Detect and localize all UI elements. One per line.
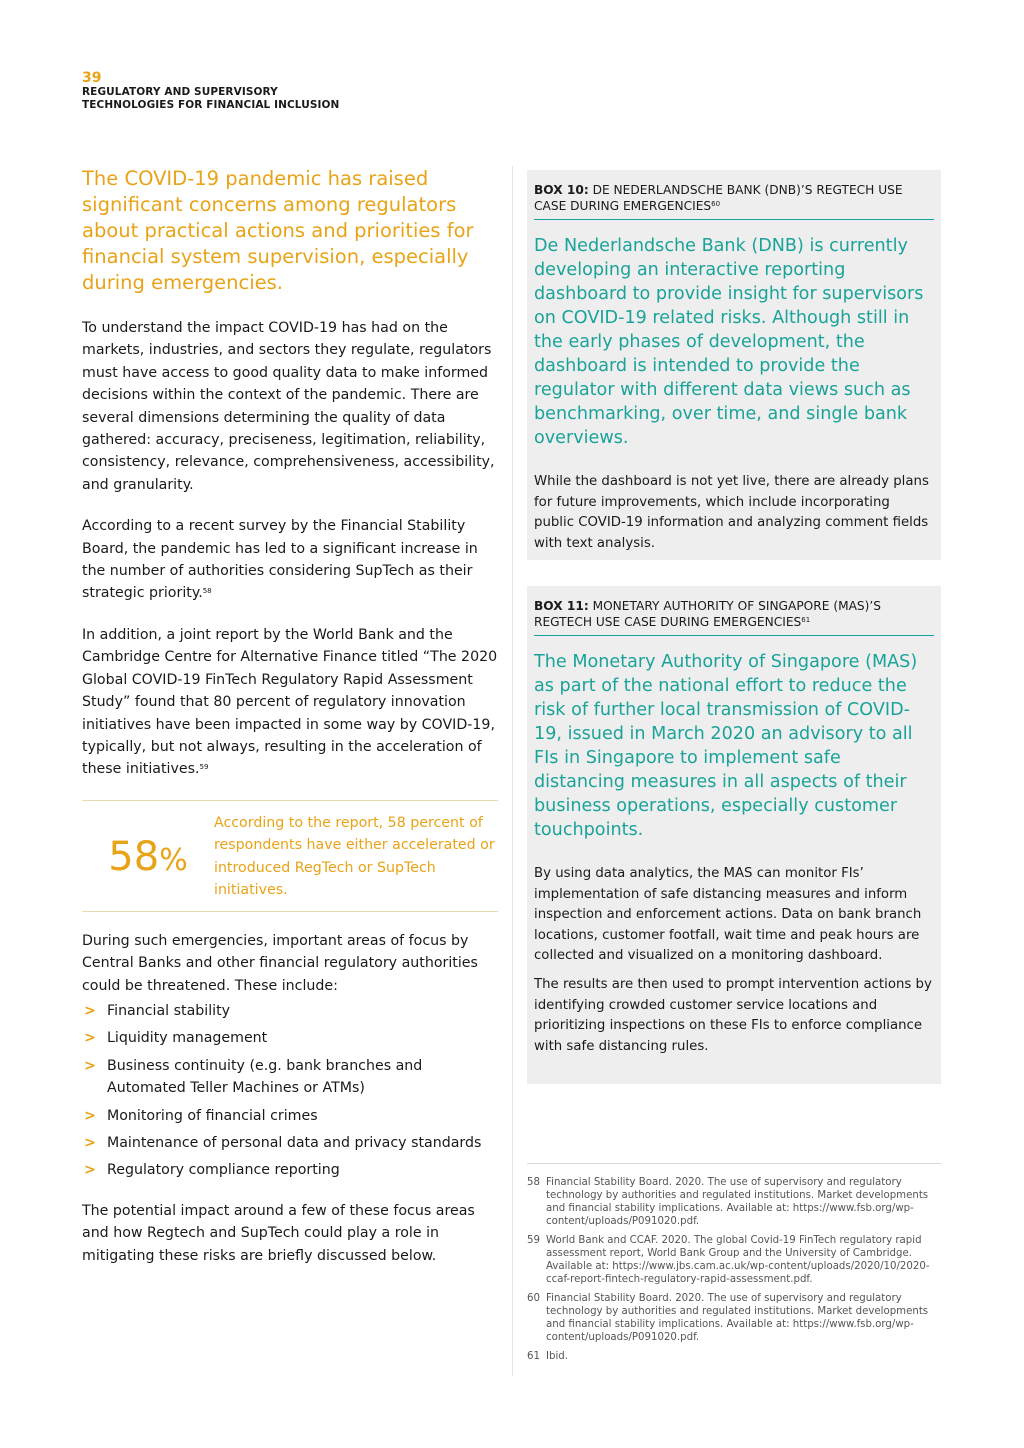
stat-text: According to the report, 58 percent of respondents have either accelerated or introduced RegTech or SupTech initiatives. bbox=[214, 814, 495, 899]
footnote-text: Financial Stability Board. 2020. The use of supervisory and regulatory technology by authorities and regulated institutions. Market developments and financial stability implications. Available at: https://www.fsb.org/wp-content/uploads/P091020.pdf. bbox=[546, 1293, 929, 1343]
paragraph-fsb-survey bbox=[82, 515, 498, 605]
list-item bbox=[82, 1055, 498, 1100]
bullet-marker: > bbox=[84, 1134, 96, 1151]
stat-value: 58 bbox=[108, 833, 160, 880]
bullet-marker: > bbox=[84, 1030, 96, 1047]
list-item-text: Financial stability bbox=[107, 1002, 231, 1019]
list-item bbox=[82, 1000, 498, 1022]
bullet-marker: > bbox=[84, 1107, 96, 1124]
footnote-number: 60 bbox=[527, 1293, 540, 1304]
stat-number bbox=[82, 834, 214, 880]
list-item bbox=[82, 1105, 498, 1127]
footnote-ref[interactable]: 60 bbox=[711, 200, 721, 208]
footnote-ref[interactable]: 58 bbox=[202, 587, 212, 596]
header-title-line-1: REGULATORY AND SUPERVISORY bbox=[82, 86, 278, 98]
footnote-ref[interactable]: 61 bbox=[801, 616, 811, 624]
stat-unit: % bbox=[159, 842, 188, 878]
list-item-text: Liquidity management bbox=[107, 1030, 268, 1047]
footnote bbox=[527, 1176, 941, 1228]
footnote bbox=[527, 1292, 941, 1344]
bullet-marker: > bbox=[84, 1002, 96, 1019]
footnote-number: 61 bbox=[527, 1351, 540, 1362]
column-divider bbox=[512, 166, 513, 1376]
box-11-paragraph-2: The results are then used to prompt intervention actions by identifying crowded customer service locations and prioritizing inspections on these FIs to enforce compliance with safe distancing rules. bbox=[534, 976, 932, 1054]
bullet-marker: > bbox=[84, 1162, 96, 1179]
box-10-label: BOX 10: bbox=[534, 183, 589, 197]
list-item bbox=[82, 1132, 498, 1154]
box-11-title-text: MONETARY AUTHORITY OF SINGAPORE (MAS)’S REGTECH USE CASE DURING EMERGENCIES bbox=[534, 599, 882, 629]
box-11 bbox=[527, 586, 941, 1084]
footnote-ref[interactable]: 59 bbox=[199, 763, 209, 772]
page-number: 39 bbox=[82, 70, 102, 86]
list-item-text: Business continuity (e.g. bank branches and Automated Teller Machines or ATMs) bbox=[107, 1057, 423, 1097]
paragraph-fsb-survey-text: According to a recent survey by the Financial Stability Board, the pandemic has led to a significant increase in the number of authorities considering SupTech as their strategic priority. bbox=[82, 518, 478, 602]
stat-callout bbox=[82, 800, 498, 912]
bullet-marker: > bbox=[84, 1057, 96, 1074]
box-10 bbox=[527, 170, 941, 560]
box-10-paragraph: While the dashboard is not yet live, there are already plans for future improvements, which include incorporating public COVID-19 information and analyzing comment fields with text analysis. bbox=[534, 474, 929, 551]
list-item-text: Regulatory compliance reporting bbox=[107, 1162, 340, 1179]
box-10-lead: De Nederlandsche Bank (DNB) is currently developing an interactive reporting dashboard to provide insight for supervisors on COVID-19 related risks. Although still in the early phases of development, the dashboard is intended to provide the regulator with different data views such as benchmarking, over time, and single bank overviews. bbox=[534, 236, 924, 448]
footnote bbox=[527, 1234, 941, 1286]
box-11-label: BOX 11: bbox=[534, 599, 589, 613]
paragraph-focus-areas: During such emergencies, important areas of focus by Central Banks and other financial regulatory authorities could be threatened. These include: bbox=[82, 932, 478, 994]
footnote-number: 59 bbox=[527, 1235, 540, 1246]
footnote-text: World Bank and CCAF. 2020. The global Covid-19 FinTech regulatory rapid assessment report, World Bank Group and the University of Cambridge. Available at: https://www.jbs.cam.ac.uk/wp-content/uploads/2020/10/2020-ccaf-report-fintech-regulatory-rapid-assessment.pdf. bbox=[546, 1235, 930, 1285]
list-item-text: Monitoring of financial crimes bbox=[107, 1107, 318, 1124]
lead-statement: The COVID-19 pandemic has raised significant concerns among regulators about practical actions and priorities for financial system supervision, especially during emergencies. bbox=[82, 167, 474, 294]
list-item bbox=[82, 1159, 498, 1181]
box-11-lead: The Monetary Authority of Singapore (MAS) as part of the national effort to reduce the risk of further local transmission of COVID-19, issued in March 2020 an advisory to all FIs in Singapore to implement safe distancing measures in all aspects of their business operations, especially customer touchpoints. bbox=[534, 652, 918, 840]
footnote-text: Ibid. bbox=[546, 1351, 569, 1362]
list-item-text: Maintenance of personal data and privacy standards bbox=[107, 1134, 482, 1151]
paragraph-conclusion: The potential impact around a few of these focus areas and how Regtech and SupTech could play a role in mitigating these risks are briefly discussed below. bbox=[82, 1202, 475, 1264]
list-item bbox=[82, 1027, 498, 1049]
footnotes bbox=[527, 1163, 941, 1369]
box-11-paragraph-1: By using data analytics, the MAS can monitor FIs’ implementation of safe distancing measures and inform inspection and enforcement actions. Data on bank branch locations, customer footfall, wait time and peak hours are collected and visualized on a monitoring dashboard. bbox=[534, 866, 922, 964]
box-10-title bbox=[534, 182, 934, 220]
footnote-text: Financial Stability Board. 2020. The use of supervisory and regulatory technology by authorities and regulated institutions. Market developments and financial stability implications. Available at: https://www.fsb.org/wp-content/uploads/P091020.pdf. bbox=[546, 1177, 929, 1227]
focus-areas-list bbox=[82, 1000, 498, 1182]
box-10-title-text: DE NEDERLANDSCHE BANK (DNB)’S REGTECH USE CASE DURING EMERGENCIES bbox=[534, 183, 903, 213]
paragraph-joint-report-text: In addition, a joint report by the World Bank and the Cambridge Centre for Alternative Finance titled “The 2020 Global COVID-19 FinTech Regulatory Rapid Assessment Study” found that 80 percent of regulatory innovation initiatives have been impacted in some way by COVID-19, typically, but not always, resulting in the acceleration of these initiatives. bbox=[82, 626, 498, 778]
page-header bbox=[82, 70, 339, 112]
paragraph-joint-report bbox=[82, 624, 498, 781]
paragraph-data-quality: To understand the impact COVID-19 has had on the markets, industries, and sectors they regulate, regulators must have access to good quality data to make informed decisions within the context of the pandemic. There are several dimensions determining the quality of data gathered: accuracy, preciseness, legitimation, reliability, consistency, relevance, comprehensiveness, accessibility, and granularity. bbox=[82, 320, 495, 493]
footnote bbox=[527, 1350, 941, 1363]
left-column bbox=[82, 166, 498, 1286]
footnote-number: 58 bbox=[527, 1177, 540, 1188]
header-title-line-2: TECHNOLOGIES FOR FINANCIAL INCLUSION bbox=[82, 99, 340, 111]
box-11-title bbox=[534, 598, 934, 636]
